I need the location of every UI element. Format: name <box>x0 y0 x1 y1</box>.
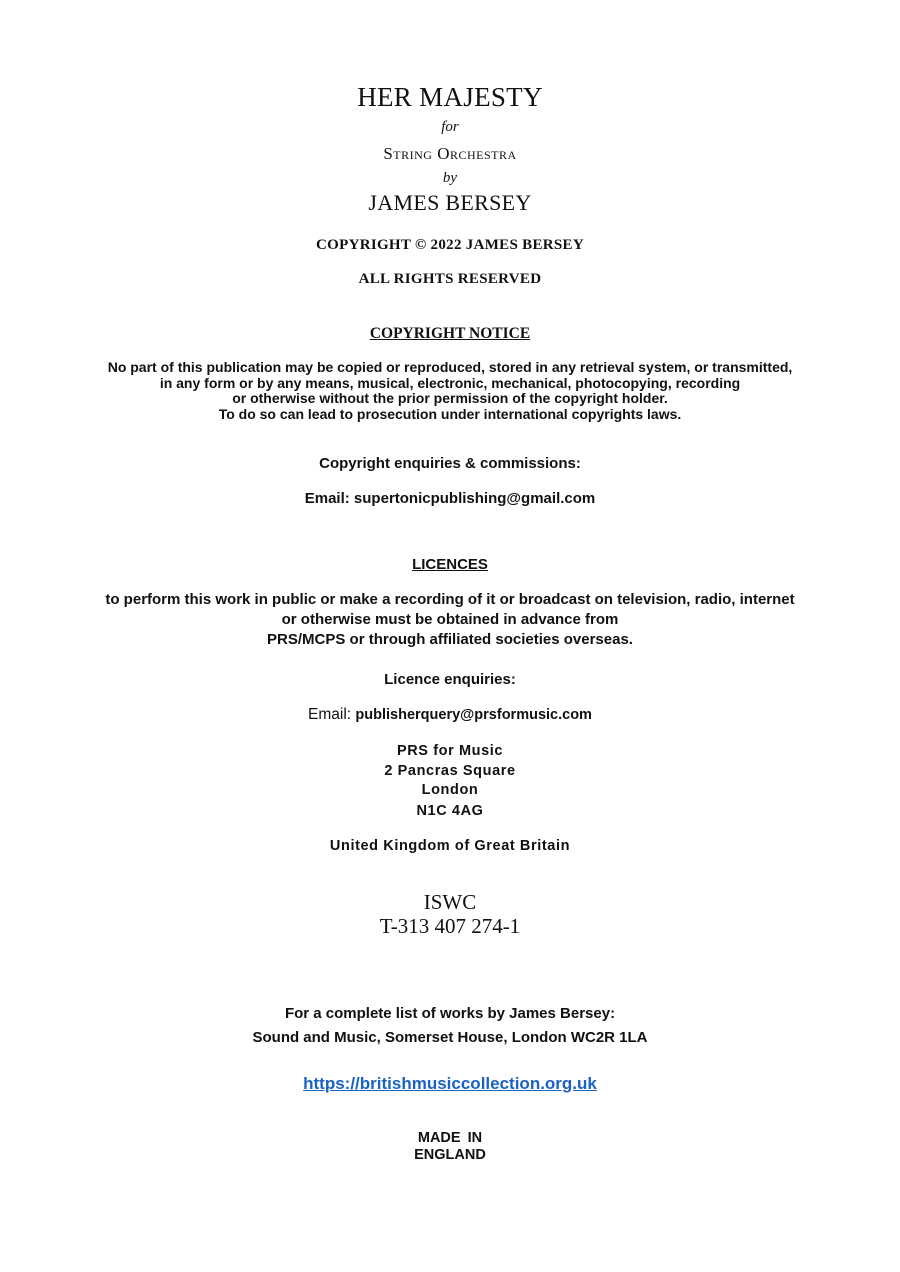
works-list-line: For a complete list of works by James Bersey: <box>284 1005 616 1022</box>
rights-reserved: ALL RIGHTS RESERVED <box>358 271 542 287</box>
made-in-line: MADE IN <box>417 1130 483 1146</box>
address-line: N1C 4AG <box>416 803 484 819</box>
licence-line: PRS/MCPS or through affiliated societies overseas. <box>267 631 633 648</box>
enquiries-email: Email: supertonicpublishing@gmail.com <box>304 490 596 507</box>
notice-line: No part of this publication may be copied or reproduced, stored in any retrieval system, or transmitted, <box>107 359 793 375</box>
iswc-label: ISWC <box>423 890 477 914</box>
enquiries-heading: Copyright enquiries & commissions: <box>319 455 581 472</box>
piece-title: HER MAJESTY <box>357 82 543 112</box>
licence-email-label: Email: <box>308 706 352 723</box>
licence-email-address: publisherquery@prsformusic.com <box>355 707 592 723</box>
iswc-code: T-313 407 274-1 <box>379 914 521 938</box>
licence-enquiries-label: Licence enquiries: <box>384 671 516 688</box>
licence-line: to perform this work in public or make a recording of it or broadcast on television, radio, internet <box>105 591 795 608</box>
licences-heading: LICENCES <box>412 556 488 573</box>
licence-email-line <box>0 706 900 724</box>
by-label: by <box>442 170 458 186</box>
address-line: 2 Pancras Square <box>384 763 516 779</box>
address-line: London <box>421 782 479 798</box>
british-music-collection-link[interactable]: https://britishmusiccollection.org.uk <box>303 1074 597 1093</box>
notice-line: in any form or by any means, musical, electronic, mechanical, photocopying, recording <box>159 375 741 391</box>
licence-line: or otherwise must be obtained in advance from <box>281 611 619 628</box>
address-country: United Kingdom of Great Britain <box>329 838 571 854</box>
copyright-line: COPYRIGHT © 2022 JAMES BERSEY <box>316 237 584 253</box>
england-line: ENGLAND <box>414 1147 486 1163</box>
notice-line: or otherwise without the prior permission of the copyright holder. <box>232 390 668 406</box>
ensemble-label: String Orchestra <box>383 144 517 163</box>
copyright-notice-heading: COPYRIGHT NOTICE <box>369 325 531 342</box>
address-line: PRS for Music <box>396 743 504 759</box>
notice-line: To do so can lead to prosecution under international copyrights laws. <box>218 406 682 422</box>
composer-name: JAMES BERSEY <box>368 190 532 215</box>
for-label: for <box>441 119 459 135</box>
works-address-line: Sound and Music, Somerset House, London WC2R 1LA <box>252 1029 648 1046</box>
